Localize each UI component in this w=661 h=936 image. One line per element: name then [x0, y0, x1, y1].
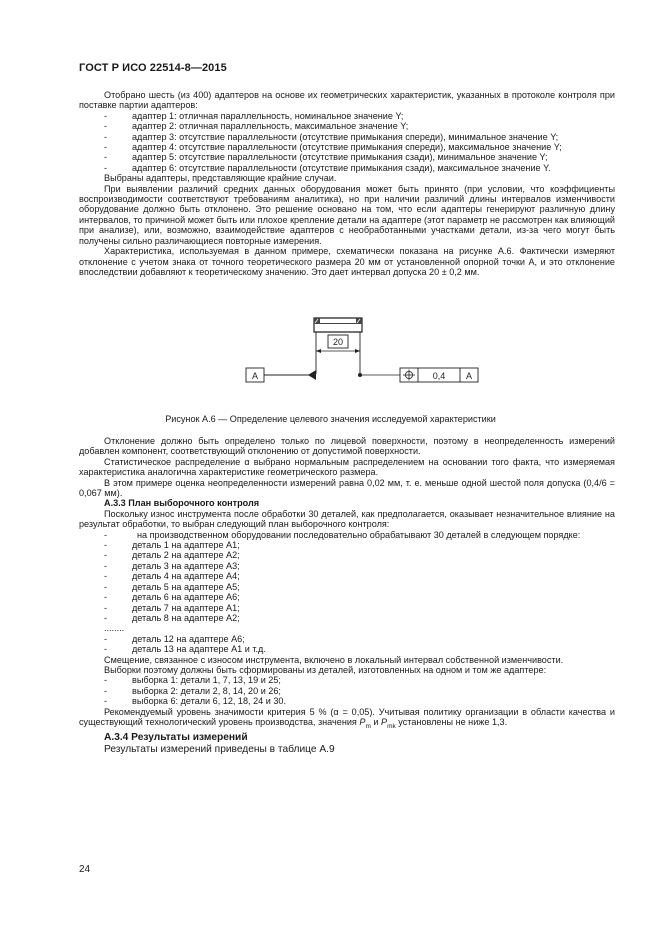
dash-mark: - — [104, 675, 108, 686]
dash-mark: - — [104, 131, 108, 142]
part-hatch — [314, 318, 362, 324]
part-outline — [314, 318, 362, 332]
selected-paragraph: Выбраны адаптеры, представляющие крайние случаи. — [104, 173, 337, 184]
dash-mark: - — [104, 529, 108, 540]
page-number: 24 — [79, 864, 91, 875]
part-list-item: - деталь 13 на адаптере А1 и т.д. — [104, 644, 266, 655]
dash-mark: - — [104, 142, 108, 153]
sample-list-item: - выборка 1: детали 1, 7, 13, 19 и 25; — [104, 675, 281, 686]
dash-mark: - — [104, 602, 108, 613]
part-list-item: - деталь 12 на адаптере А6; — [104, 633, 245, 644]
ellipsis: ........ — [104, 623, 125, 634]
datum-letter: A — [251, 371, 259, 381]
part-list-item: - деталь 7 на адаптере А1; — [104, 602, 240, 613]
intro-paragraph: Отобрано шесть (из 400) адаптеров на основе их геометрических характеристик, указанных в протоколе контроля при поставке партии адаптеров: — [79, 90, 615, 111]
characteristic-paragraph: Характеристика, используемая в данном примере, схематически показана на рисунке А.6. Фактически измеряют отклонение с учетом знака от точного теоретического размера 20 мм от установленной опорной точки А, и это отклонение впоследствии добавляют к теоретическому значению. Это дает интервал допуска 20 ± 0,2 мм. — [79, 246, 615, 277]
tolerance-value: 0,4 — [432, 371, 446, 381]
wear-paragraph: Поскольку износ инструмента после обработки 30 деталей, как предполагается, оказывает незначительное влияние на результат обработки, то выбран следующий план выборочного контроля: — [79, 508, 615, 530]
dash-mark: - — [104, 121, 108, 132]
dash-mark: - — [104, 696, 108, 707]
heading-results: А.3.4 Результаты измерений — [104, 732, 248, 744]
dash-mark: - — [104, 581, 108, 592]
dash-mark: - — [104, 560, 108, 571]
dash-mark: - — [104, 644, 108, 655]
shift-paragraph: Смещение, связанное с износом инструмента, включено в локальный интервал собственной изменчивости. — [104, 654, 564, 665]
adapter-list-item: - адаптер 3: отсутствие параллельности (отсутствие примыкания спереди), минимальное значение Y; — [104, 131, 559, 142]
dash-mark: - — [104, 571, 108, 582]
figure-a6-drawing — [240, 312, 490, 396]
deviation-paragraph: Отклонение должно быть определено только по лицевой поверхности, поэтому в неопределенность измерений добавлен компонент, соответствующий отклонению от допустимой поверхности. — [79, 436, 615, 457]
adapter-list-item: - адаптер 4: отсутствие параллельности (отсутствие примыкания спереди), максимальное значение Y; — [104, 142, 562, 153]
differences-paragraph: При выявлении различий средних данных оборудования может быть принято (при условии, что коэффициенты воспроизводимости соответствуют требованиям аналитика), но при наличии различий длины интервалов изменчивости оборудование должно быть отклонено. Это решение основано на том, что если адаптеры генерируют различную длину интервалов, то причиной может быть или плохое крепление детали на адаптере (этот параметр не рассмотрен как влияющий при анализе), или, возможно, взаимодействие адаптеров с необработанными участками детали, из-за чего могут быть получены сильно различающиеся повторные измерения. — [79, 183, 615, 246]
uncertainty-paragraph: В этом примере оценка неопределенности измерений равна 0,02 мм, т. е. меньше одной шестой поля допуска (0,4/6 = 0,067 мм). — [79, 477, 615, 499]
dash-mark: - — [104, 550, 108, 561]
adapter-list — [79, 111, 615, 173]
standard-header: ГОСТ Р ИСО 22514-8—2015 — [79, 62, 227, 74]
adapter-list-item: - адаптер 1: отличная параллельность, номинальное значение Y; — [104, 110, 404, 121]
adapter-list-item: - адаптер 6: отсутствие параллельности (отсутствие примыкания сзади), максимальное значение Y. — [104, 162, 551, 173]
reference-datum: A — [465, 371, 473, 381]
adapter-list-item: - адаптер 2: отличная параллельность, максимальное значение Y; — [104, 121, 409, 132]
part-list-item: - деталь 1 на адаптере А1; — [104, 540, 240, 551]
dash-mark: - — [104, 110, 108, 121]
figure-caption: Рисунок А.6 — Определение целевого значения исследуемой характеристики — [165, 414, 496, 424]
basic-dimension-value: 20 — [332, 337, 344, 347]
results-paragraph: Результаты измерений приведены в таблице А.9 — [104, 743, 335, 755]
sample-list — [79, 675, 615, 706]
dash-mark: - — [104, 162, 108, 173]
part-list-item: - деталь 4 на адаптере А4; — [104, 571, 240, 582]
adapter-list-item: - адаптер 5: отсутствие параллельности (отсутствие примыкания сзади), минимальное значение Y; — [104, 152, 548, 163]
part-list-item: - деталь 5 на адаптере А5; — [104, 581, 240, 592]
dash-mark: - — [104, 540, 108, 551]
sample-list-item: - выборка 2: детали 2, 8, 14, 20 и 26; — [104, 685, 281, 696]
dash-mark: - — [104, 633, 108, 644]
section-top — [79, 90, 615, 277]
plan-intro: - на производственном оборудовании последовательно обрабатывают 30 деталей в следующем порядке: — [104, 529, 581, 540]
part-list — [79, 540, 615, 623]
samples-paragraph: Выборки поэтому должны быть сформированы из деталей, изготовленных на одном и том же адаптере: — [104, 664, 547, 675]
dash-mark: - — [104, 612, 108, 623]
heading-sampling-plan: А.3.3 План выборочного контроля — [104, 498, 260, 509]
part-end-list — [79, 634, 615, 655]
dash-mark: - — [104, 592, 108, 603]
sample-list-item: - выборка 6: детали 6, 12, 18, 24 и 30. — [104, 696, 286, 707]
dash-mark: - — [104, 685, 108, 696]
statistics-paragraph: Статистическое распределение α выбрано нормальным распределением на основании того факта, что измеряемая характеристика аналогична характеристике геометрического размера. — [79, 456, 615, 478]
part-list-item: - деталь 3 на адаптере А3; — [104, 560, 240, 571]
section-bottom — [79, 436, 615, 755]
significance-paragraph: Рекомендуемый уровень значимости критерия 5 % (α = 0,05). Учитывая политику организации в области качества и существующий технологический уровень производства, значения $P_m$ и $P_{mk}$ установлены не ниже 1,3. — [79, 706, 615, 730]
part-list-item: - деталь 8 на адаптере А2; — [104, 612, 240, 623]
datum-triangle — [308, 370, 316, 380]
dash-mark: - — [104, 152, 108, 163]
part-list-item: - деталь 2 на адаптере А2; — [104, 550, 240, 561]
part-list-item: - деталь 6 на адаптере А6; — [104, 592, 240, 603]
